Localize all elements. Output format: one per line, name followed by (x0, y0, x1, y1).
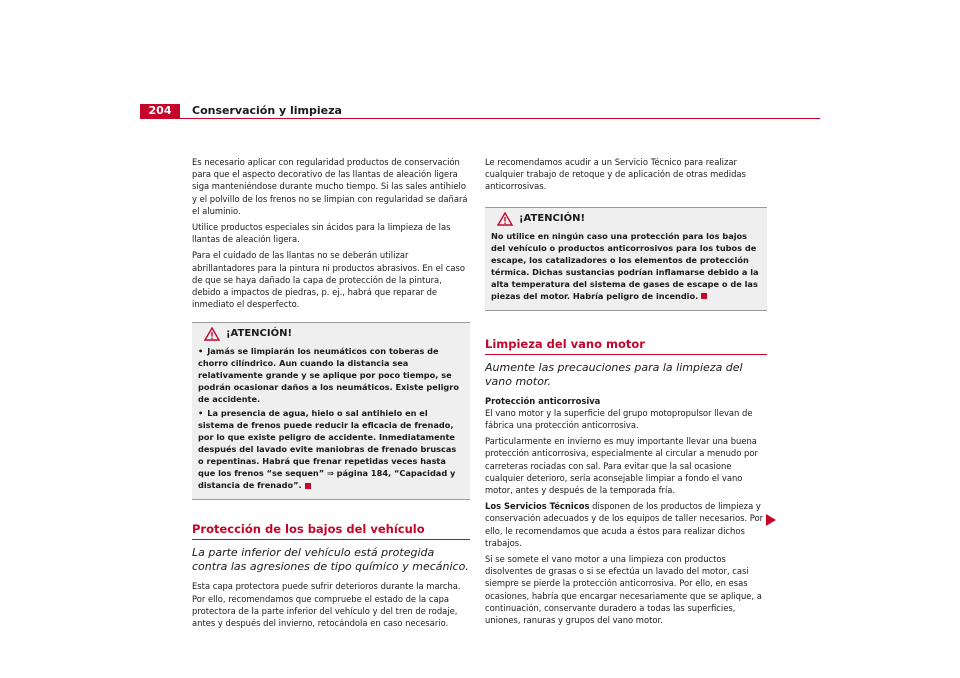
warning-title: ¡ATENCIÓN! (226, 328, 293, 340)
continue-arrow-icon (766, 514, 776, 526)
right-column (485, 156, 767, 630)
section-title: Protección de los bajos del vehículo (192, 522, 425, 537)
warning-triangle-icon (497, 212, 513, 226)
warning-bullet: • Jamás se limpiarán los neumáticos con toberas de chorro cilíndrico. Aun cuando la distancia sea relativamente grande y se aplique por poco tiempo, se podrán ocasionar daños a los neumáticos. Existe peligro de accidente. (198, 345, 464, 405)
warning-bullet: • La presencia de agua, hielo o sal antihielo en el sistema de frenos puede reducir la eficacia de frenado, por lo que existe peligro de accidente. Inmediatamente después del lavado evite maniobras de frenado bruscas o repentinas. Habrá que frenar repetidas veces hasta que los frenos “se sequen” ⇒ página 184, “Capacidad y distancia de frenado”. (198, 407, 464, 491)
warning-header (497, 212, 761, 226)
paragraph: Si se somete el vano motor a una limpieza con productos disolventes de grasas o si se efectúa un lavado del motor, casi siempre se pierde la protección anticorrosiva. Por ello, en esas ocasiones, habría que encargar necesariamente que se aplique, a continuación, conservante duradero a todas las superficies, uniones, ranuras y grupos del vano motor. (485, 554, 762, 626)
warning-header (204, 327, 464, 341)
paragraph: Los Servicios Técnicos disponen de los productos de limpieza y conservación adecuados y de los equipos de taller necesarios. Por ello, le recomendamos que acuda a éstos para realizar dichos trabajos. (485, 501, 764, 548)
paragraph: Particularmente en invierno es muy importante llevar una buena protección anticorrosiva, especialmente al circular a menudo por carreteras rociadas con sal. Para evitar que la sal ocasione cualquier deterioro, sería aconsejable limpiar a fondo el vano motor, antes y después de la temporada fría. (485, 436, 758, 496)
warning-title: ¡ATENCIÓN! (519, 212, 586, 224)
end-mark-icon (701, 293, 707, 299)
paragraph: Utilice productos especiales sin ácidos para la limpieza de las llantas de aleación ligera. (192, 222, 451, 245)
section-rule (485, 354, 767, 355)
left-column (192, 156, 470, 633)
paragraph: Le recomendamos acudir a un Servicio Técnico para realizar cualquier trabajo de retoque y de aplicación de otras medidas anticorrosivas. (485, 157, 746, 192)
section-title: Limpieza del vano motor (485, 336, 645, 351)
subheading: Protección anticorrosiva (485, 395, 601, 406)
warning-text: No utilice en ningún caso una protección para los bajos del vehículo o productos anticorrosivos para los tubos de escape, los catalizadores o los elementos de protección térmica. Dichas sustancias podrían inflamarse debido a la alta temperatura del sistema de gases de escape o de las piezas del motor. Habría peligro de incendio. (491, 230, 759, 301)
paragraph: El vano motor y la superficie del grupo motopropulsor llevan de fábrica una protección anticorrosiva. (485, 407, 753, 431)
page-number: 204 (140, 104, 180, 118)
section-rule (192, 539, 470, 540)
section-subtitle: La parte inferior del vehículo está protegida contra las agresiones de tipo químico y mecánico. (192, 546, 469, 574)
warning-box (192, 322, 470, 500)
paragraph: Es necesario aplicar con regularidad productos de conservación para que el aspecto decorativo de las llantas de aleación ligera siga manteniéndose durante mucho tiempo. Si las sales antihielo y el polvillo de los frenos no se limpian con regularidad se dañará el aluminio. (192, 157, 468, 216)
section-subtitle: Aumente las precauciones para la limpieza del vano motor. (485, 360, 743, 388)
warning-box (485, 207, 767, 311)
page-header-title: Conservación y limpieza (192, 104, 342, 117)
warning-triangle-icon (204, 327, 220, 341)
paragraph: Esta capa protectora puede sufrir deterioros durante la marcha. Por ello, recomendamos que compruebe el estado de la capa protectora de la parte inferior del vehículo y del tren de rodaje, antes y después del invierno, retocándola en caso necesario. (192, 581, 461, 629)
header-rule (140, 118, 820, 119)
end-mark-icon (305, 483, 311, 489)
paragraph: Para el cuidado de las llantas no se deberán utilizar abrillantadores para la pintura ni productos abrasivos. En el caso de que se haya dañado la capa de protección de la pintura, debido a impactos de piedras, p. ej., habrá que reparar de inmediato el desperfecto. (192, 250, 465, 310)
